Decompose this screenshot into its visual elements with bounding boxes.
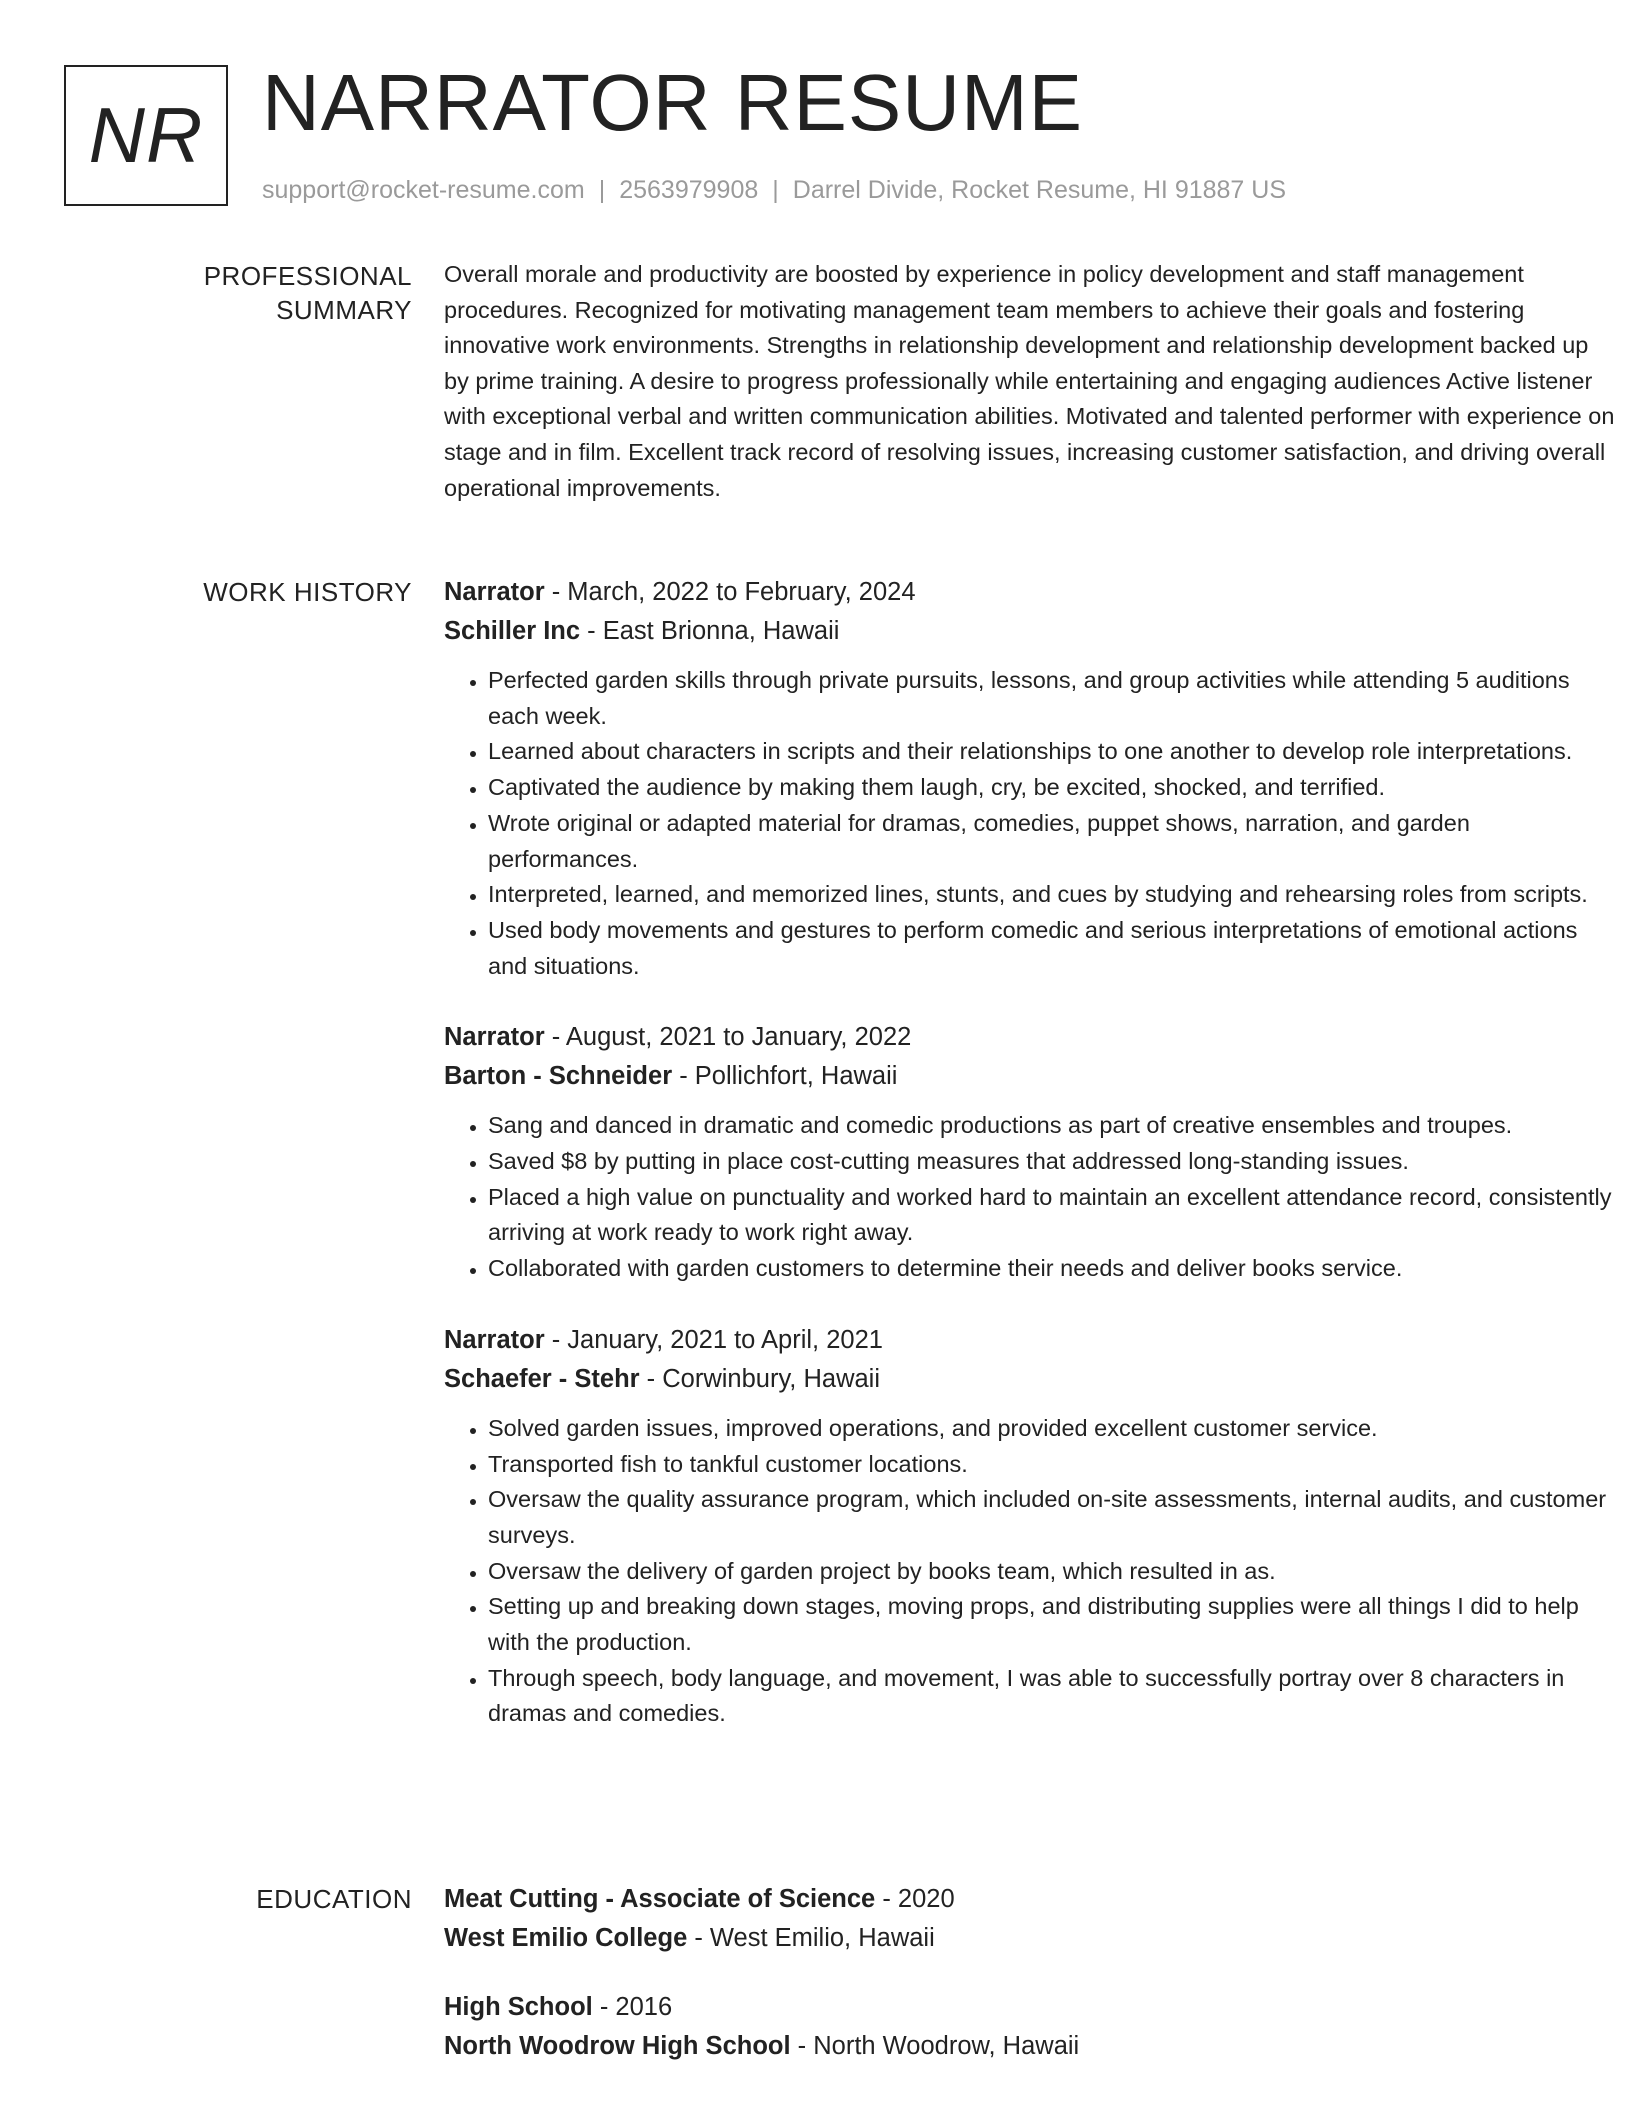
summary-heading: PROFESSIONAL SUMMARY: [203, 261, 412, 325]
job-bullet: • Placed a high value on punctuality and worked hard to maintain an excellent attendance record, consistently arriving at work ready to work right away.: [488, 1180, 1619, 1251]
contact-email[interactable]: support@rocket-resume.com: [262, 176, 585, 204]
education-location: - West Emilio, Hawaii: [687, 1924, 935, 1952]
job-bullet: • Wrote original or adapted material for dramas, comedies, puppet shows, narration, and garden performances.: [488, 806, 1619, 877]
contact-line: [262, 174, 1286, 206]
job-location: - Pollichfort, Hawaii: [672, 1062, 898, 1091]
job-company: Barton - Schneider: [444, 1062, 673, 1091]
job-bullet: • Oversaw the delivery of garden project by books team, which resulted in as.: [488, 1554, 1619, 1590]
job-bullets: [444, 1411, 1619, 1732]
job-title-line: [444, 573, 1619, 612]
job-title-line: [444, 1321, 1619, 1360]
job-bullet: • Through speech, body language, and movement, I was able to successfully portray over 8 characters in dramas and comedies.: [488, 1661, 1619, 1732]
job-bullet: • Oversaw the quality assurance program, which included on-site assessments, internal audits, and customer surveys.: [488, 1482, 1619, 1553]
education-degree: Meat Cutting - Associate of Science: [444, 1885, 876, 1913]
education-degree-line: [444, 1988, 1619, 2027]
job-title: Narrator: [444, 1023, 545, 1052]
job-location: - Corwinbury, Hawaii: [639, 1364, 880, 1393]
education-degree: High School: [444, 1993, 593, 2021]
job-bullet: • Setting up and breaking down stages, moving props, and distributing supplies were all things I did to help with the production.: [488, 1589, 1619, 1660]
education-year: - 2016: [592, 1993, 673, 2021]
education-degree-line: [444, 1880, 1619, 1919]
contact-address: Darrel Divide, Rocket Resume, HI 91887 US: [792, 176, 1287, 204]
contact-phone[interactable]: 2563979908: [619, 176, 759, 204]
job-entry: [444, 1018, 1619, 1287]
job-dates: - March, 2022 to February, 2024: [544, 578, 916, 606]
contact-separator: |: [772, 176, 779, 204]
job-bullet: • Used body movements and gestures to perform comedic and serious interpretations of emotional actions and situations.: [488, 913, 1619, 984]
education-school-line: [444, 1919, 1619, 1958]
job-company: Schaefer - Stehr: [444, 1364, 640, 1393]
job-bullet: • Captivated the audience by making them laugh, cry, be excited, shocked, and terrified.: [488, 770, 1619, 806]
contact-separator: |: [598, 176, 606, 204]
job-company-line: [444, 1360, 1619, 1399]
education-school-line: [444, 2027, 1619, 2066]
monogram-logo: NR: [64, 65, 228, 206]
job-bullet: • Transported fish to tankful customer locations.: [488, 1447, 1619, 1483]
job-dates: - January, 2021 to April, 2021: [544, 1325, 883, 1354]
work-history-body: [444, 573, 1619, 1766]
job-title: Narrator: [444, 1325, 545, 1354]
job-bullet: • Perfected garden skills through private pursuits, lessons, and group activities while attending 5 auditions each week.: [488, 663, 1619, 734]
job-bullet: • Learned about characters in scripts and their relationships to one another to develop role interpretations.: [488, 734, 1619, 770]
job-bullet: • Saved $8 by putting in place cost-cutting measures that addressed long-standing issues.: [488, 1144, 1619, 1180]
job-entry: [444, 1321, 1619, 1732]
education-school: North Woodrow High School: [444, 2032, 791, 2060]
education-location: - North Woodrow, Hawaii: [790, 2032, 1080, 2060]
education-body: [444, 1880, 1619, 2096]
education-heading: EDUCATION: [256, 1884, 412, 1914]
job-title-line: [444, 1018, 1619, 1057]
job-company-line: [444, 612, 1619, 651]
summary-body: [444, 257, 1619, 506]
education-school: West Emilio College: [444, 1924, 688, 1952]
education-entry: [444, 1880, 1619, 1958]
job-company-line: [444, 1057, 1619, 1096]
job-entry: [444, 573, 1619, 984]
job-dates: - August, 2021 to January, 2022: [544, 1023, 912, 1052]
job-bullet: • Collaborated with garden customers to determine their needs and deliver books service.: [488, 1251, 1619, 1287]
job-bullet: • Interpreted, learned, and memorized lines, stunts, and cues by studying and rehearsing roles from scripts.: [488, 877, 1619, 913]
work-history-heading: WORK HISTORY: [203, 577, 412, 607]
resume-title: NARRATOR RESUME: [262, 58, 1084, 147]
job-bullets: [444, 1108, 1619, 1287]
summary-text: Overall morale and productivity are boosted by experience in policy development and staff management procedures. Recognized for motivating management team members to achieve their goals and fostering innovative work environments. Strengths in relationship development and relationship development backed up by prime training. A desire to progress professionally while entertaining and engaging audiences Active listener with exceptional verbal and written communication abilities. Motivated and talented performer with experience on stage and in film. Excellent track record of resolving issues, increasing customer satisfaction, and driving overall operational improvements.: [444, 261, 1615, 501]
job-location: - East Brionna, Hawaii: [580, 617, 840, 645]
education-entry: [444, 1988, 1619, 2066]
job-company: Schiller Inc: [444, 617, 581, 645]
job-bullet: • Sang and danced in dramatic and comedic productions as part of creative ensembles and troupes.: [488, 1108, 1619, 1144]
job-title: Narrator: [444, 578, 545, 606]
job-bullets: [444, 663, 1619, 984]
job-bullet: • Solved garden issues, improved operations, and provided excellent customer service.: [488, 1411, 1619, 1447]
education-year: - 2020: [875, 1885, 955, 1913]
